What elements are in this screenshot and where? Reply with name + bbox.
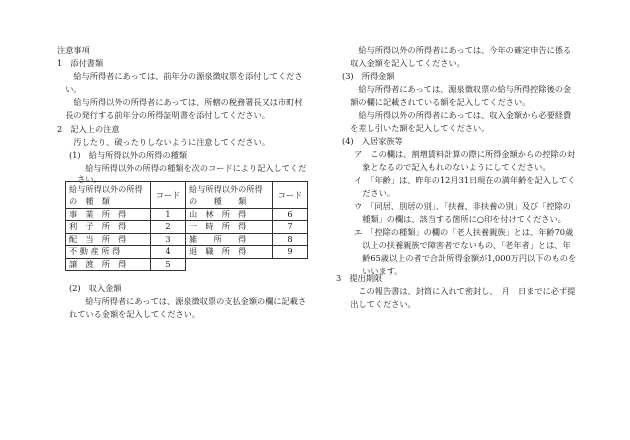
subsection-3-title: (3) 所得金額 xyxy=(342,71,395,81)
section-1-paragraph-2-line-2: 長の発行する前年分の所得証明書を添付してください。 xyxy=(57,110,270,120)
item-u-line-2: 種類」の欄は、該当する箇所に○印を付けてください。 xyxy=(354,214,566,224)
income-paragraph-line-1: 給与所得以外の所得者にあっては、今年の確定申告に係る xyxy=(342,45,572,55)
table-cell-code: 7 xyxy=(273,221,308,233)
subsection-3-paragraph-2-line-2: を差し引いた額を記入してください。 xyxy=(342,123,490,133)
deadline-paragraph-line-1: この報告書は、封筒に入れて密封し、 月 日までに必ず提 xyxy=(342,286,576,296)
table-row xyxy=(66,246,308,258)
item-e-line-1: エ 「控除の種類」の欄の「老人扶養親族」とは、年齢70歳 xyxy=(354,227,574,237)
subsection-1-title: (1) 給与所得以外の所得の種類 xyxy=(69,150,188,160)
item-e-line-4: いいます。 xyxy=(354,266,403,276)
table-cell-type: 一 時 所 得 xyxy=(186,221,273,233)
section-1-title: 1 添付書類 xyxy=(57,58,104,68)
table-cell-type: 雑 所 得 xyxy=(186,233,273,245)
header-text: 給与所得以外の所得の 種 類 xyxy=(69,184,143,206)
table-row xyxy=(66,221,308,233)
section-1-paragraph-1-line-1: 給与所得者にあっては、前年分の源泉徴収票を添付してくださ xyxy=(57,71,303,81)
subsection-2-paragraph-line-1: 給与所得者にあっては、源泉徴収票の支払金額の欄に記載さ xyxy=(77,296,307,306)
heading-notes: 注意事項 xyxy=(57,45,90,55)
table-row xyxy=(66,258,308,270)
deadline-paragraph-line-2: 出してください。 xyxy=(342,299,416,309)
subsection-1-paragraph-line-1: 給与所得以外の所得の種類を次のコードにより記入してくだ xyxy=(77,163,307,173)
table-cell-code: 5 xyxy=(151,258,186,270)
subsection-3-paragraph-1-line-2: 額の欄に記載されている額を記入してください。 xyxy=(342,97,531,107)
section-1-paragraph-1-line-2: い。 xyxy=(57,84,82,94)
table-cell-code: 1 xyxy=(151,209,186,221)
table-cell-type: 事 業 所 得 xyxy=(66,209,151,221)
table-header-code-left: コード xyxy=(151,182,186,209)
subsection-1-paragraph-line-2: さい。 xyxy=(77,174,102,184)
table-row xyxy=(66,233,308,245)
income-paragraph-line-2: 収入金額を記入してください。 xyxy=(342,58,465,68)
table-header-income-type-left xyxy=(66,182,151,209)
table-row xyxy=(66,209,308,221)
table-cell-code: 3 xyxy=(151,233,186,245)
section-3-title: 3 提出期限 xyxy=(336,273,383,283)
table-header-row xyxy=(66,182,308,209)
table-cell-code: 2 xyxy=(151,221,186,233)
section-2-title: 2 記入上の注意 xyxy=(57,124,120,134)
table-cell-type: 譲 渡 所 得 xyxy=(66,258,151,270)
table-cell-code: 4 xyxy=(151,246,186,258)
item-i-line-2: ださい。 xyxy=(354,188,395,198)
table-cell-code: 8 xyxy=(273,233,308,245)
section-2-paragraph: 汚したり、破ったりしないように注意してください。 xyxy=(57,137,270,147)
section-1-paragraph-2-line-1: 給与所得以外の所得者にあっては、所轄の税務署長又は市町村 xyxy=(57,97,303,107)
table-cell-type: 配 当 所 得 xyxy=(66,233,151,245)
item-u-line-1: ウ 「同居、別居の別」、「扶養、非扶養の別」及び「控除の xyxy=(354,201,571,211)
income-type-code-table xyxy=(65,181,308,271)
item-e-line-3: 齢65歳以上の者で合計所得金額が1,000万円以下のものを xyxy=(354,253,577,263)
table-cell-empty xyxy=(273,258,308,270)
subsection-3-paragraph-1-line-1: 給与所得者にあっては、源泉徴収票の給与所得控除後の金 xyxy=(342,84,572,94)
table-header-code-right: コード xyxy=(273,182,308,209)
subsection-3-paragraph-2-line-1: 給与所得以外の所得者にあっては、収入金額から必要経費 xyxy=(342,110,572,120)
item-i-line-1: イ 「年齢」は、昨年の12月31日現在の満年齢を記入してく xyxy=(354,175,576,185)
table-cell-type: 山 林 所 得 xyxy=(186,209,273,221)
subsection-4-title: (4) 入居家族等 xyxy=(342,136,403,146)
subsection-2-title: (2) 収入金額 xyxy=(69,283,122,293)
item-a-line-2: 象となるので記入もれのないようにしてください。 xyxy=(354,162,551,172)
table-cell-code: 6 xyxy=(273,209,308,221)
table-cell-empty xyxy=(186,258,273,270)
item-a-line-1: ア この欄は、割増賃料計算の際に所得金額からの控除の対 xyxy=(354,149,576,159)
item-e-line-2: 以上の扶養親族で障害者でないもの、「老年者」とは、年 xyxy=(354,240,571,250)
table-cell-type: 不 動 産 所 得 xyxy=(66,246,151,258)
subsection-2-paragraph-line-2: れている金額を記入してください。 xyxy=(69,309,201,319)
table-cell-type: 利 子 所 得 xyxy=(66,221,151,233)
table-header-income-type-right xyxy=(186,182,273,209)
table-cell-code: 9 xyxy=(273,246,308,258)
table-cell-type: 退 職 所 得 xyxy=(186,246,273,258)
header-text: 給与所得以外の所得の 種 類 xyxy=(189,184,263,206)
